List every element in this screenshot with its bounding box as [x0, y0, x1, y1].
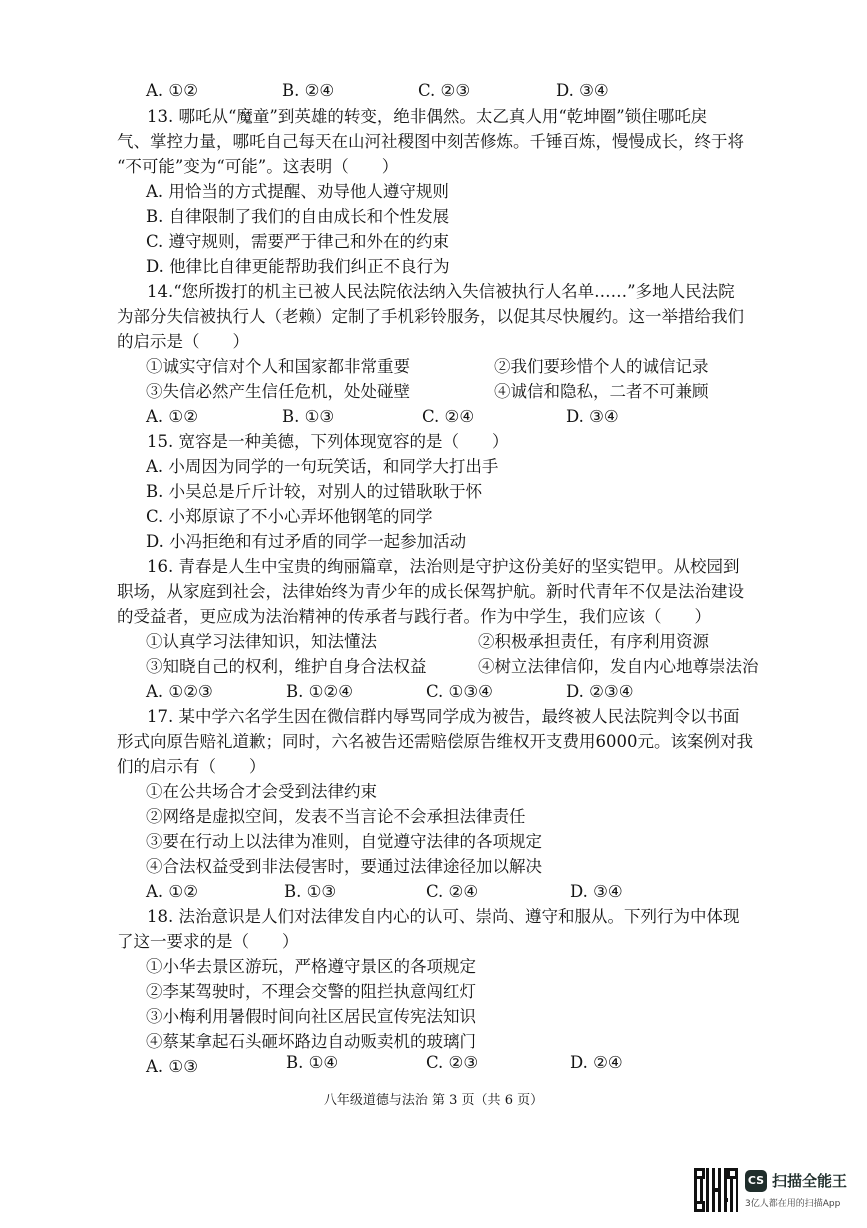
q17-item-2: ②网络是虚拟空间，发表不当言论不会承担法律责任	[146, 807, 526, 826]
option-c: C. ②④	[422, 407, 475, 426]
q17-stem-line: 们的启示有（ ）	[117, 757, 266, 776]
q14-stem-line: 14.“您所拨打的机主已被人民法院依法纳入失信被执行人名单……”多地人民法院	[147, 282, 735, 301]
camscanner-tagline: 3亿人都在用的扫描App	[745, 1199, 841, 1209]
option-d: D. ③④	[566, 407, 619, 426]
q17-item-3: ③要在行动上以法律为准则，自觉遵守法律的各项规定	[146, 832, 542, 851]
option-a: A. ①③	[146, 1057, 198, 1076]
option-b: B. ①③	[282, 407, 335, 426]
q13-choice-a: A. 用恰当的方式提醒、劝导他人遵守规则	[146, 182, 449, 201]
camscanner-brand: 扫描全能王	[772, 1172, 848, 1190]
option-c: C. ②③	[426, 1053, 479, 1072]
option-c: C. ①③④	[426, 682, 493, 701]
option-c: C. ②④	[426, 882, 479, 901]
q18-item-2: ②李某驾驶时，不理会交警的阻拦执意闯红灯	[146, 982, 476, 1001]
q16-stem-line: 职场，从家庭到社会，法律始终为青少年的成长保驾护航。新时代青年不仅是法治建设	[117, 582, 744, 601]
q16-item-1: ①认真学习法律知识，知法懂法	[146, 632, 377, 651]
q15-choice-b: B. 小吴总是斤斤计较，对别人的过错耿耿于怀	[146, 482, 483, 501]
option-a: A. ①②	[146, 882, 198, 901]
option-d: D. ③④	[570, 882, 623, 901]
q18-stem-line: 了这一要求的是（ ）	[117, 932, 299, 951]
q14-item-4: ④诚信和隐私，二者不可兼顾	[494, 382, 709, 401]
q17-stem-line: 形式向原告赔礼道歉；同时，六名被告还需赔偿原告维权开支费用6000元。该案例对我	[117, 732, 753, 751]
q13-stem-line: “不可能”变为“可能”。这表明（ ）	[117, 157, 399, 176]
q14-stem-line: 的启示是（ ）	[117, 332, 249, 351]
q15-stem-line: 15. 宽容是一种美德，下列体现宽容的是（ ）	[147, 432, 509, 451]
q18-item-1: ①小华去景区游玩，严格遵守景区的各项规定	[146, 957, 476, 976]
option-d: D. ②③④	[566, 682, 634, 701]
q15-choice-d: D. 小冯拒绝和有过矛盾的同学一起参加活动	[146, 532, 467, 551]
q14-item-1: ①诚实守信对个人和国家都非常重要	[146, 357, 410, 376]
option-d: D. ②④	[570, 1053, 623, 1072]
q15-choice-a: A. 小周因为同学的一句玩笑话，和同学大打出手	[146, 457, 499, 476]
option-b: B. ①③	[284, 882, 337, 901]
option-a: A. ①②③	[146, 682, 213, 701]
q14-stem-line: 为部分失信被执行人（老赖）定制了手机彩铃服务，以促其尽快履约。这一举措给我们	[117, 307, 744, 326]
q16-item-2: ②积极承担责任，有序利用资源	[478, 632, 709, 651]
option-d: D. ③④	[556, 81, 609, 100]
q13-stem-line: 气、掌控力量，哪吒自己每天在山河社稷图中刻苦修炼。千锤百炼，慢慢成长，终于将	[117, 132, 744, 151]
q14-item-3: ③失信必然产生信任危机，处处碰壁	[146, 382, 410, 401]
q16-item-3: ③知晓自己的权利，维护自身合法权益	[146, 657, 427, 676]
q13-choice-d: D. 他律比自律更能帮助我们纠正不良行为	[146, 257, 450, 276]
q18-stem-line: 18. 法治意识是人们对法律发自内心的认可、崇尚、遵守和服从。下列行为中体现	[147, 907, 740, 926]
option-c: C. ②③	[418, 81, 471, 100]
page-footer: 八年级道德与法治 第 3 页（共 6 页）	[323, 1093, 544, 1108]
option-a: A. ①②	[146, 81, 198, 100]
q16-stem-line: 16. 青春是人生中宝贵的绚丽篇章，法治则是守护这份美好的坚实铠甲。从校园到	[147, 557, 740, 576]
q17-stem-line: 17. 某中学六名学生因在微信群内辱骂同学成为被告，最终被人民法院判令以书面	[147, 707, 740, 726]
q13-choice-c: C. 遵守规则，需要严于律己和外在的约束	[146, 232, 450, 251]
q15-choice-c: C. 小郑原谅了不小心弄坏他钢笔的同学	[146, 507, 433, 526]
qr-code-icon	[694, 1168, 738, 1212]
q16-item-4: ④树立法律信仰，发自内心地尊崇法治	[478, 657, 759, 676]
option-b: B. ②④	[282, 81, 335, 100]
q17-item-4: ④合法权益受到非法侵害时，要通过法律途径加以解决	[146, 857, 542, 876]
q17-item-1: ①在公共场合才会受到法律约束	[146, 782, 377, 801]
option-b: B. ①②④	[286, 682, 353, 701]
q18-item-3: ③小梅利用暑假时间向社区居民宣传宪法知识	[146, 1007, 476, 1026]
q14-item-2: ②我们要珍惜个人的诚信记录	[494, 357, 709, 376]
q13-choice-b: B. 自律限制了我们的自由成长和个性发展	[146, 207, 450, 226]
option-a: A. ①②	[146, 407, 198, 426]
q13-stem-line: 13. 哪吒从“魔童”到英雄的转变，绝非偶然。太乙真人用“乾坤圈”锁住哪吒戾	[147, 107, 708, 126]
option-b: B. ①④	[286, 1053, 339, 1072]
camscanner-logo-icon: CS	[745, 1170, 767, 1192]
q18-item-4: ④蔡某拿起石头砸坏路边自动贩卖机的玻璃门	[146, 1032, 476, 1051]
q16-stem-line: 的受益者，更应成为法治精神的传承者与践行者。作为中学生，我们应该（ ）	[117, 607, 711, 626]
